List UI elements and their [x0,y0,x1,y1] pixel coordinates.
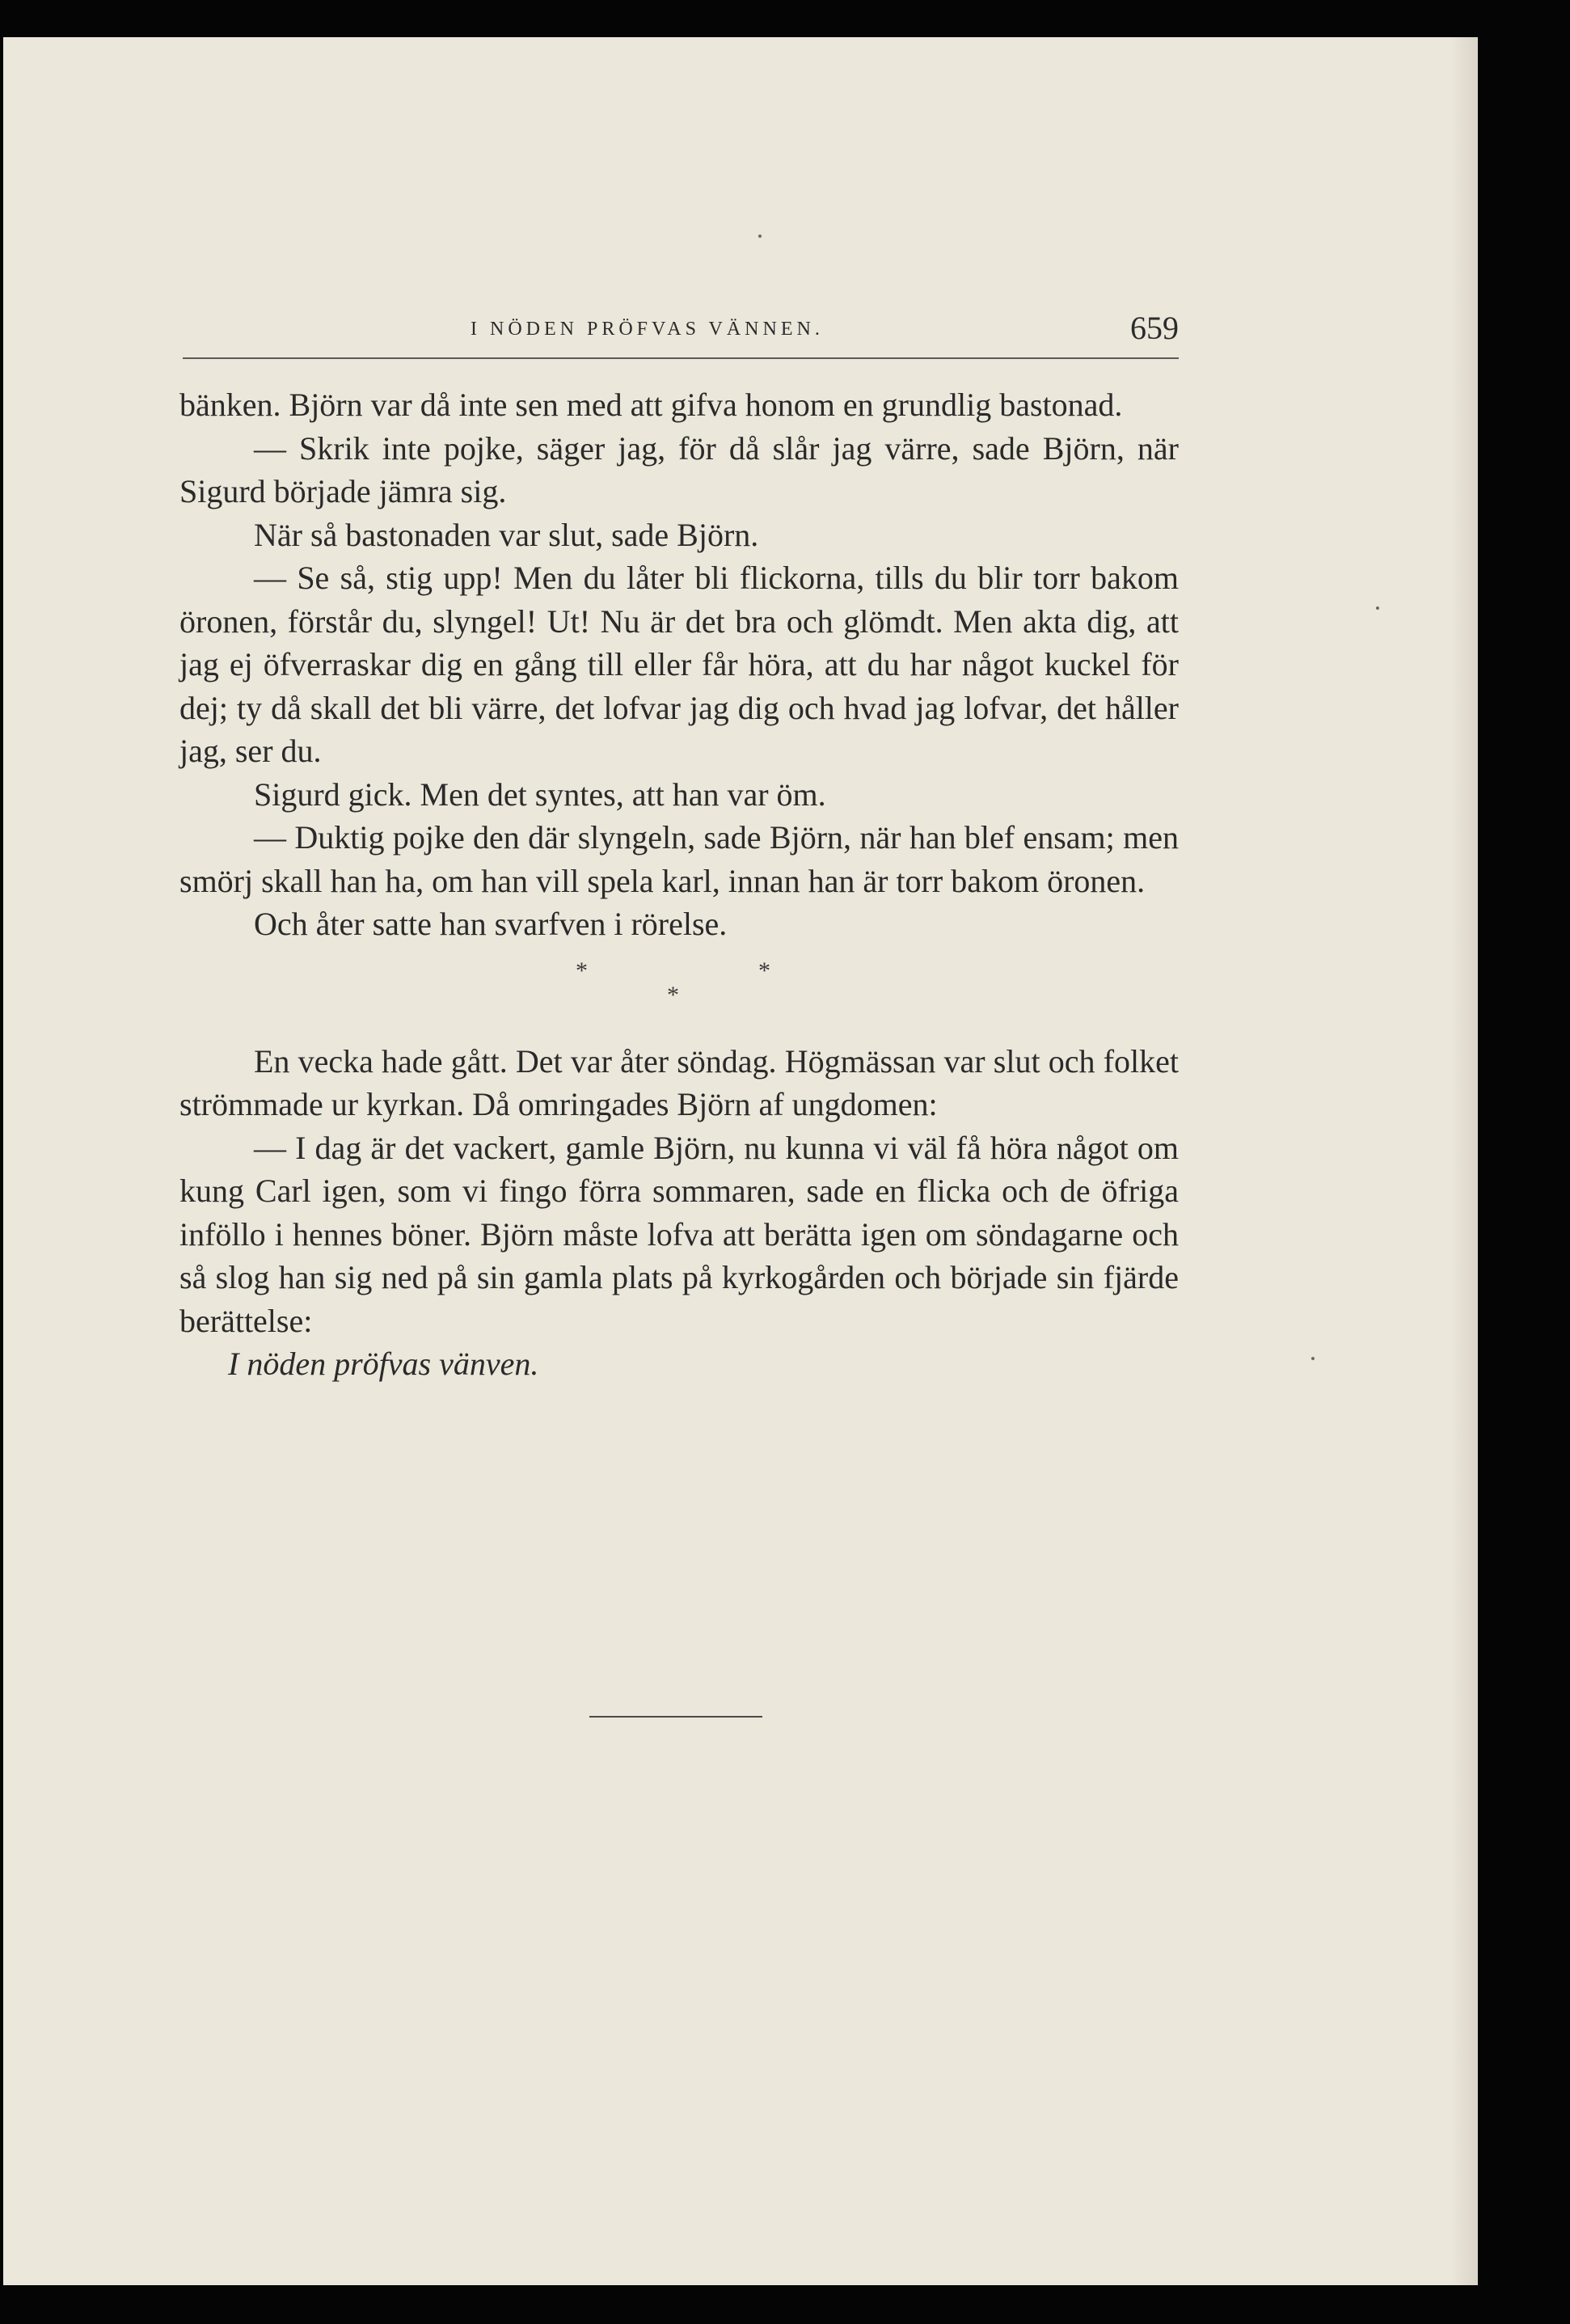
section-break-asterism [179,949,1179,1033]
book-page [3,37,1478,2285]
running-head-title: I NÖDEN PRÖFVAS VÄNNEN. [471,319,824,340]
paragraph: En vecka hade gått. Det var åter söndag. Högmässan var slut och folket strömmade ur kyrkan. Då omringades Björn af ungdomen: [179,1042,1179,1122]
asterisk: * [576,957,588,984]
running-head [183,309,1179,357]
asterisk: * [667,981,679,1008]
paper-speck [1376,606,1379,610]
paragraph: — I dag är det vackert, gamle Björn, nu kunna vi väl få höra något om kung Carl igen, som vi fingo förra sommaren, sade en flicka och de öfriga inföllo i hennes böner. Björn måste lofva att berätta igen om söndagarne och så slog han sig ned på sin gamla plats på kyrkogården och började sin fjärde berättelse: [179,1129,1179,1339]
story-title: I nöden pröfvas vänven. [228,1346,539,1382]
paragraph: Sigurd gick. Men det syntes, att han var öm. [254,775,826,813]
paragraph: — Se så, stig upp! Men du låter bli flickorna, tills du blir torr bakom öronen, förstår du, slyngel! Ut! Nu är det bra och glömdt. Men akta dig, att jag ej öfverraskar dig en gång till eller får höra, att du har något kuckel för dej; ty då skall det bli värre, det lofvar jag dig och hvad jag lofvar, det håller jag, ser du. [179,560,1179,769]
page-number: 659 [1130,310,1179,346]
paper-speck [1311,1357,1315,1360]
paragraph: bänken. Björn var då inte sen med att gifva honom en grundlig bastonad. [179,387,1123,423]
body-text [179,383,1179,1386]
paper-speck [758,235,762,238]
asterisk: * [758,957,770,984]
paragraph: Och åter satte han svarfven i rörelse. [254,906,728,942]
page-edge-shadow [1450,37,1478,2285]
end-rule [589,1716,762,1718]
paragraph: — Skrik inte pojke, säger jag, för då slår jag värre, sade Björn, när Sigurd började jämra sig. [179,429,1179,509]
header-rule [183,357,1179,359]
paragraph: — Duktig pojke den där slyngeln, sade Björn, när han blef ensam; men smörj skall han ha, om han vill spela karl, innan han är torr bakom öronen. [179,819,1179,899]
paragraph: När så bastonaden var slut, sade Björn. [254,516,759,553]
